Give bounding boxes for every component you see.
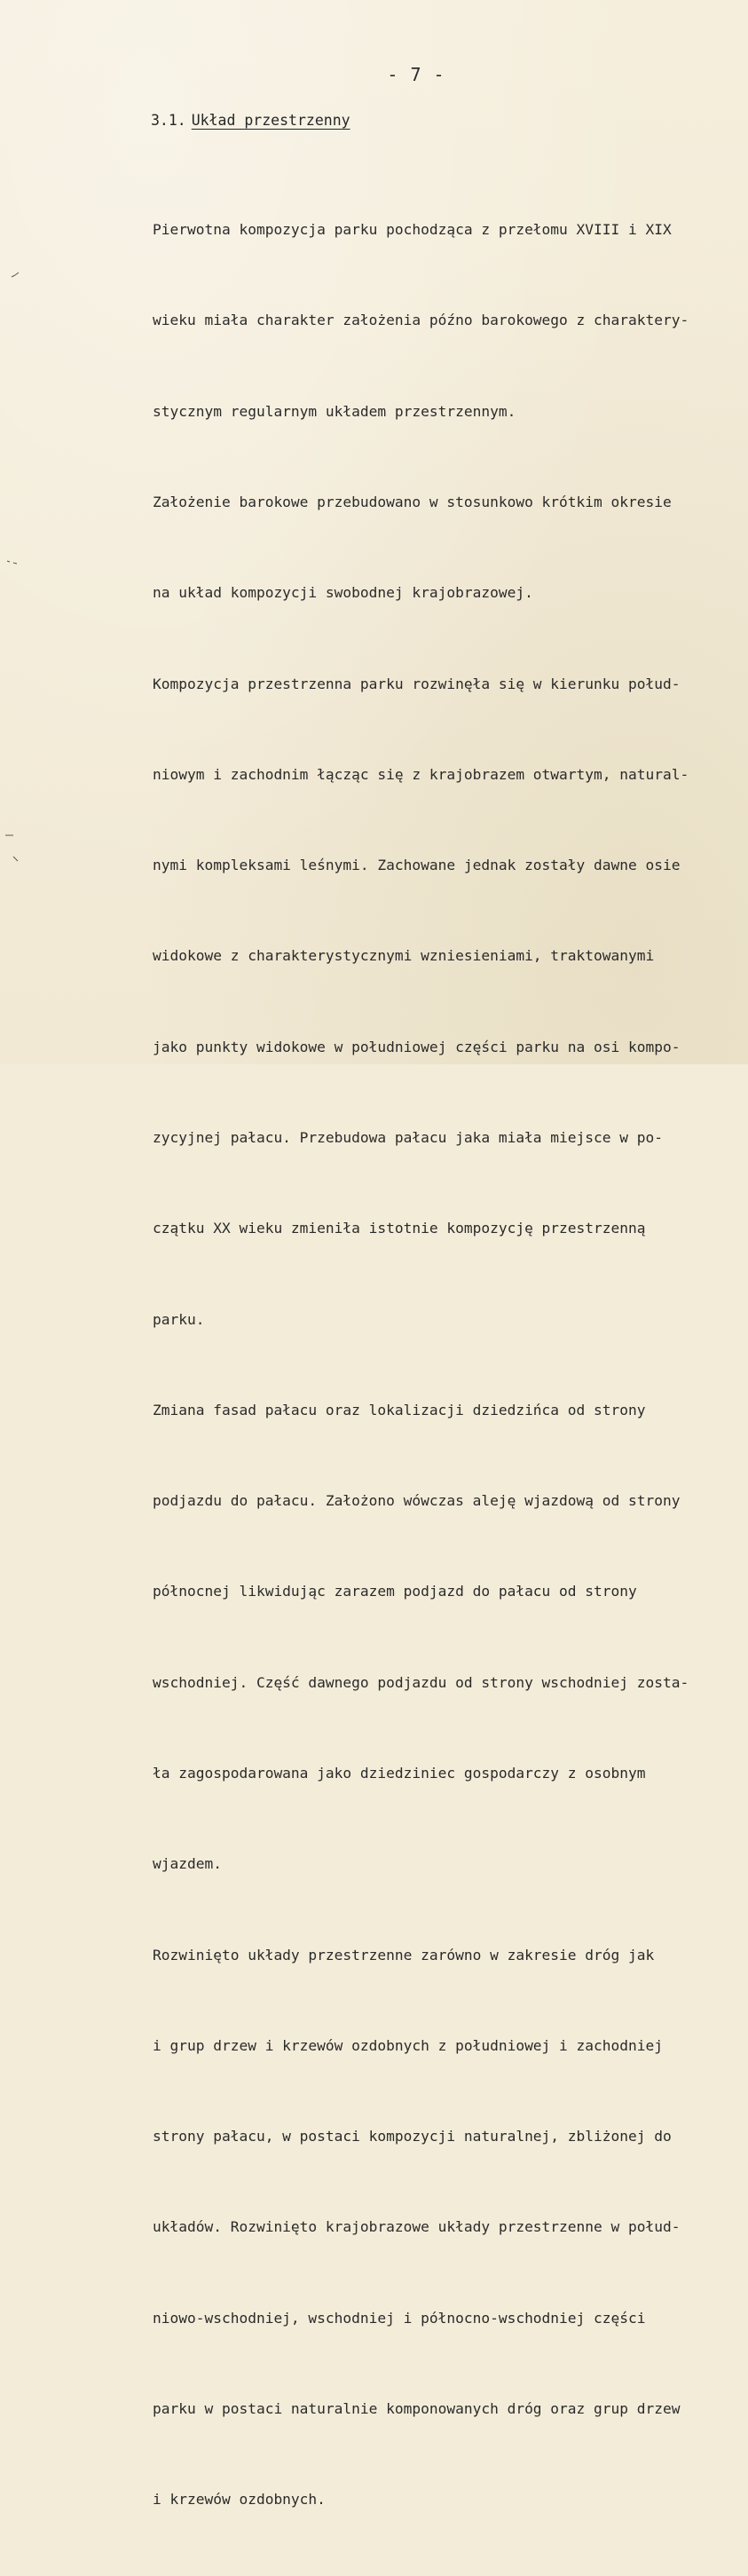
scan-mark bbox=[12, 856, 20, 863]
text-line: wjazdem. bbox=[153, 1855, 222, 1873]
page-number: - 7 - bbox=[387, 64, 445, 85]
section-title: Układ przestrzenny bbox=[191, 112, 350, 129]
text-line: Założenie barokowe przebudowano w stosunkowo krótkim okresie bbox=[153, 494, 672, 511]
text-line: strony pałacu, w postaci kompozycji naturalnej, zbliżonej do bbox=[153, 2128, 672, 2145]
text-line: i grup drzew i krzewów ozdobnych z południowej i zachodniej bbox=[153, 2036, 663, 2054]
section-heading bbox=[151, 112, 350, 129]
text-line: zycyjnej pałacu. Przebudowa pałacu jaka miała miejsce w po- bbox=[153, 1129, 663, 1146]
text-line: parku w postaci naturalnie komponowanych dróg oraz grup drzew bbox=[153, 2399, 681, 2417]
text-line: niowym i zachodnim łącząc się z krajobrazem otwartym, natural- bbox=[153, 765, 689, 783]
text-line: Zmiana fasad pałacu oraz lokalizacji dziedzińca od strony bbox=[153, 1401, 646, 1418]
text-line: i krzewów ozdobnych. bbox=[153, 2491, 326, 2509]
text-line: na układ kompozycji swobodnej krajobrazowej. bbox=[153, 584, 533, 602]
text-line: nymi kompleksami leśnymi. Zachowane jednak zostały dawne osie bbox=[153, 857, 681, 874]
scan-mark bbox=[11, 272, 20, 281]
body-text bbox=[153, 154, 738, 2576]
scan-mark bbox=[6, 559, 19, 565]
text-line: stycznym regularnym układem przestrzennym. bbox=[153, 402, 516, 420]
text-line: parku. bbox=[153, 1310, 205, 1328]
text-line: wschodniej. Część dawnego podjazdu od strony wschodniej zosta- bbox=[153, 1673, 689, 1691]
scan-mark bbox=[4, 833, 15, 838]
text-line: układów. Rozwinięto krajobrazowe układy przestrzenne w połud- bbox=[153, 2218, 681, 2236]
text-line: północnej likwidując zarazem podjazd do pałacu od strony bbox=[153, 1583, 637, 1600]
text-line: widokowe z charakterystycznymi wzniesieniami, traktowanymi bbox=[153, 947, 655, 965]
text-line: Kompozycja przestrzenna parku rozwinęła się w kierunku połud- bbox=[153, 675, 681, 692]
text-line: czątku XX wieku zmieniła istotnie kompozycję przestrzenną bbox=[153, 1220, 646, 1237]
section-number: 3.1. bbox=[151, 112, 186, 129]
text-line: niowo-wschodniej, wschodniej i północno-wschodniej części bbox=[153, 2309, 646, 2327]
text-line: Pierwotna kompozycja parku pochodząca z przełomu XVIII i XIX bbox=[153, 221, 672, 239]
text-line: jako punkty widokowe w południowej części parku na osi kompo- bbox=[153, 1038, 681, 1055]
text-line: Rozwinięto układy przestrzenne zarówno w zakresie dróg jak bbox=[153, 1946, 655, 1964]
text-line: wieku miała charakter założenia późno barokowego z charaktery- bbox=[153, 312, 689, 329]
text-line: ła zagospodarowana jako dziedziniec gospodarczy z osobnym bbox=[153, 1764, 646, 1782]
text-line: podjazdu do pałacu. Założono wówczas aleję wjazdową od strony bbox=[153, 1492, 681, 1510]
